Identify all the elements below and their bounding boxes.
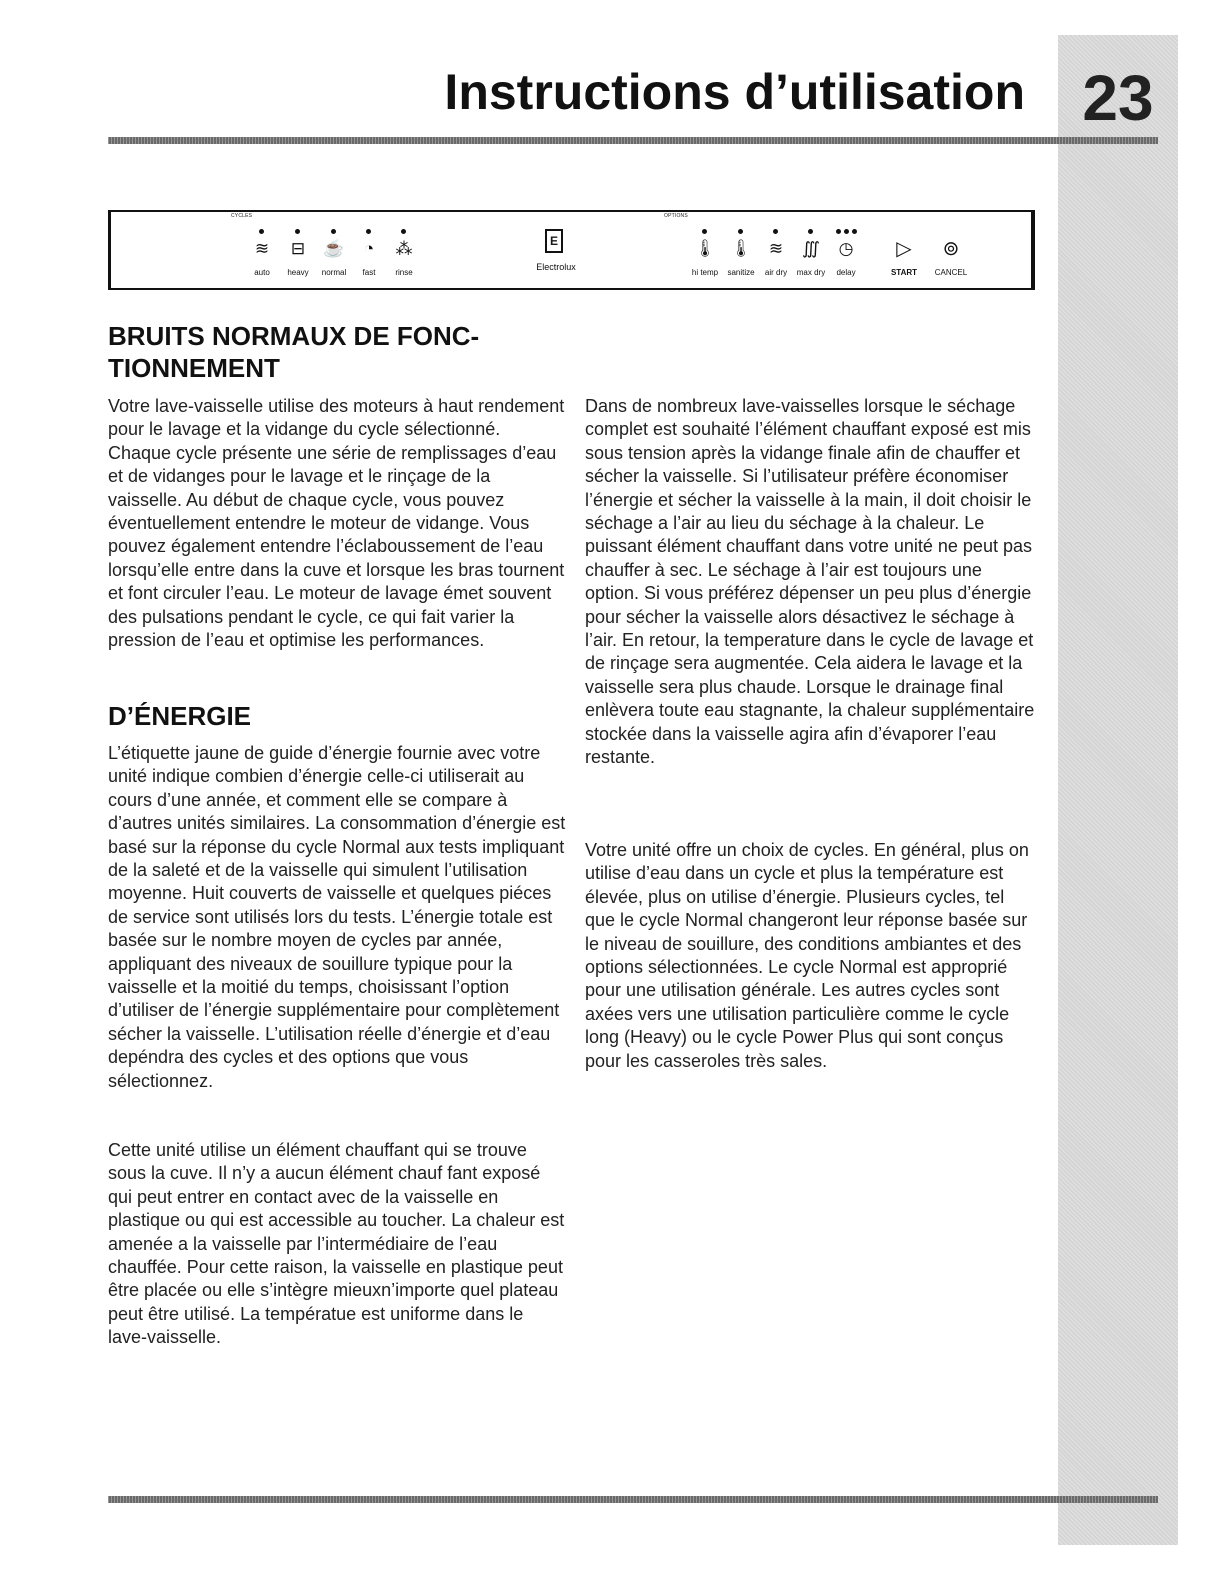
auto-cycle-icon: ≋ (254, 239, 270, 258)
hi-temp-icon: 🌡 (694, 239, 716, 258)
delay-led-1 (836, 229, 841, 234)
start-button[interactable]: START (890, 268, 918, 277)
max-dry-icon: ∭ (802, 239, 820, 258)
energie-paragraph-2: Cette unité utilise un élément chauffant qui se trouve sous la cuve. Il n’y a aucun élément chauf fant exposé qui peut entrer en contact avec de la vaisselle en plastique ou qui est accessible au toucher. La chaleur est amenée a la vaisselle par l’intermédiaire de l’eau chauffée. Pour cette raison, la vaisselle en plastique peut être placée ou elle s’intègre mieuxn’importe quel plateau peut être utilisé. La températue est uniforme dans le lave-vaisselle. (108, 1140, 565, 1348)
option-button-air-dry[interactable]: air dry (764, 268, 788, 277)
heavy-cycle-icon: ⊟ (290, 239, 306, 258)
option-button-delay[interactable]: delay (836, 268, 856, 277)
option-led-hi-temp (702, 229, 707, 234)
normal-cycle-icon: ☕ (323, 239, 345, 258)
brand-name: Electrolux (536, 262, 576, 272)
bruits-paragraph: Votre lave-vaisselle utilise des moteurs à haut rendement pour le lavage et la vidange du cycle sélectionné. Chaque cycle présente une série de remplissages d’eau et de vidanges pour le lavage et le rinçage de la vaisselle. Au début de chaque cycle, vous pouvez éventuellement entendre le moteur de vidange. Vous pouvez également entendre l’éclaboussement de l’eau lorsqu’elle entre dans la cuve et lorsque les bras tournent et font circuler l’eau. Le moteur de lavage émet souvent des pulsations pendant le cycle, ce qui fait varier la pression de l’eau et optimise les performances. (108, 396, 565, 651)
cancel-button[interactable]: CANCEL (934, 268, 968, 277)
cycle-led-auto (259, 229, 264, 234)
option-button-sanitize[interactable]: sanitize (727, 268, 755, 277)
cycle-button-fast[interactable]: fast (362, 268, 376, 277)
option-led-max-dry (808, 229, 813, 234)
option-led-sanitize (738, 229, 743, 234)
delay-led-2 (844, 229, 849, 234)
cycle-button-normal[interactable]: normal (321, 268, 347, 277)
energie-paragraph-1: L’étiquette jaune de guide d’énergie fournie avec votre unité indique combien d’énergie celle-ci utiliserait au cours d’une année, et comment elle se compare à d’autres unités similaires. La consommation d’énergie est basé sur la réponse du cycle Normal aux tests impliquant de la saleté et de la vaisselle qui simulent l’utilisation moyenne. Huit couverts de vaisselle et quelques piéces de service sont utilisés lors du tests. L’énergie totale est basée sur le nombre moyen de cycles par année, appliquant des niveaux de souillure typique pour la vaisselle et la moitié du temps, choisissant l’option d’utiliser de l’énergie supplémentaire pour complètement sécher la vaisselle. L’utilisation réelle d’énergie et d’eau depéndra des cycles et des options que vous sélectionnez. (108, 743, 566, 1091)
cycle-led-fast (366, 229, 371, 234)
footer-rule (108, 1496, 1158, 1503)
air-dry-paragraph: Dans de nombreux lave-vaisselles lorsque le séchage complet est souhaité l’élément chauffant exposé est mis sous tension après la vidange finale afin de chauffer et sécher la vaisselle. Si l’utilisateur préfère économiser l’énergie et sécher la vaisselle à la main, il doit choisir le séchage a l’air au lieu du séchage à la chaleur. Le puissant élément chauffant dans votre unité ne peut pas chauffer à sec. Le séchage à l’air est toujours une option. Si vous préférez dépenser un peu plus d’énergie pour sécher la vaisselle alors désactivez le séchage à l’air. En retour, la temperature dans le cycle de lavage et de rinçage sera augmentée. Cela aidera le lavage et la vaisselle sera plus chaude. Lorsque le drainage final enlèvera toute eau stagnante, la chaleur supplémentaire stockée dans la vaisselle agira afin d’évaporer l’eau restante. (585, 396, 1035, 768)
cycle-button-rinse[interactable]: rinse (395, 268, 413, 277)
cancel-icon: ⊚ (942, 238, 960, 260)
cycles-paragraph: Votre unité offre un choix de cycles. En général, plus on utilise d’eau dans un cycle et plus la température est élevée, plus on utilise d’énergie. Plusieurs cycles, tel que le cycle Normal changeront leur réponse basée sur le niveau de souillure, des conditions ambiantes et des options sélectionnées. Le cycle Normal est approprié pour une utilisation générale. Les autres cycles sont axées vers une utilisation particulière comme le cycle long (Heavy) ou le cycle Power Plus qui sont conçus pour les casseroles très sales. (585, 840, 1029, 1071)
cycle-led-heavy (295, 229, 300, 234)
option-button-max-dry[interactable]: max dry (796, 268, 826, 277)
page-side-tab (1058, 35, 1178, 1545)
option-button-hi-temp[interactable]: hi temp (691, 268, 719, 277)
control-panel-illustration (108, 210, 1035, 290)
cycle-led-rinse (401, 229, 406, 234)
delay-icon: ◷ (838, 239, 854, 258)
cycle-led-normal (331, 229, 336, 234)
header-rule (108, 137, 1158, 144)
cycle-button-heavy[interactable]: heavy (287, 268, 309, 277)
electrolux-logo-icon: E (545, 229, 563, 253)
cycle-button-auto[interactable]: auto (254, 268, 270, 277)
rinse-cycle-icon: ⁂ (395, 239, 413, 258)
page-title: Instructions d’utilisation (444, 64, 1025, 120)
options-group-label: OPTIONS (664, 213, 688, 219)
page-number: 23 (1082, 62, 1154, 134)
cycles-group-label: CYCLES (231, 213, 253, 219)
air-dry-icon: ≋ (768, 239, 784, 258)
delay-led-3 (852, 229, 857, 234)
start-icon: ▷ (896, 238, 912, 260)
section-title-energie: D’ÉNERGIE (108, 701, 252, 731)
fast-cycle-icon: ◔ (363, 239, 375, 258)
section-title-bruits: BRUITS NORMAUX DE FONC- TIONNEMENT (108, 321, 480, 383)
sanitize-icon: 🌡 (730, 239, 752, 258)
option-led-air-dry (773, 229, 778, 234)
